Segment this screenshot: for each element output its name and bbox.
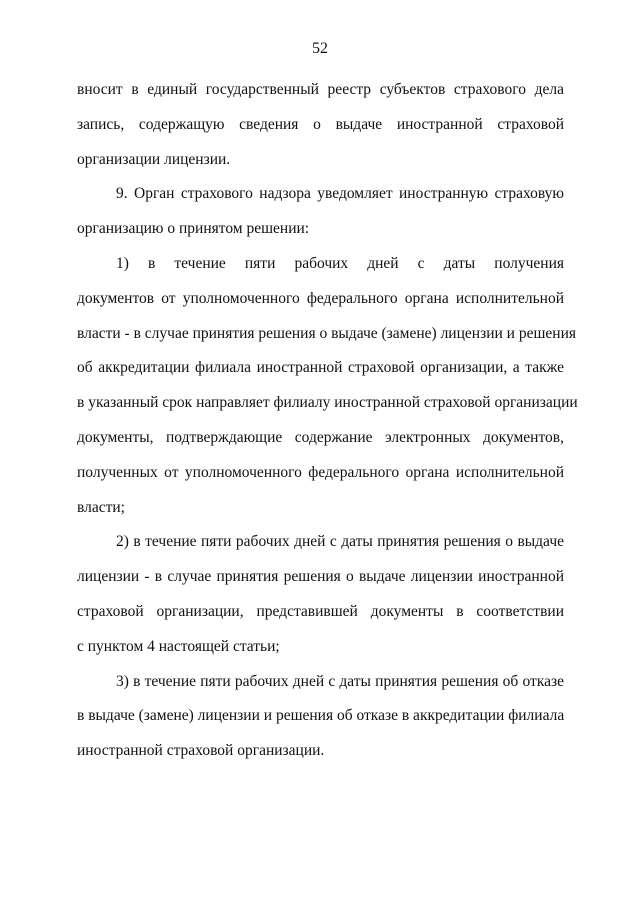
text-line: полученных от уполномоченного федерального органа исполнительной (77, 463, 564, 481)
text-line: власти - в случае принятия решения о выдаче (замене) лицензии и решения (77, 324, 576, 342)
text-line: документов от уполномоченного федерального органа исполнительной (77, 289, 564, 307)
paragraph-subitem-1 (77, 253, 578, 531)
text-line: страховой организации, представившей документы в соответствии (77, 602, 564, 620)
paragraph-subitem-2 (77, 531, 564, 670)
text-line: лицензии - в случае принятия решения о выдаче лицензии иностранной (77, 568, 564, 586)
text-line: иностранной страховой организации. (77, 742, 325, 760)
text-line: организацию о принятом решении: (77, 220, 310, 238)
document-body (77, 79, 578, 775)
text-line: организации лицензии. (77, 150, 231, 168)
text-line: 1) в течение пяти рабочих дней с даты получения (116, 254, 564, 272)
paragraph-registry-entry (77, 79, 564, 183)
text-line: об аккредитации филиала иностранной страховой организации, а также (77, 359, 564, 377)
text-line: документы, подтверждающие содержание электронных документов, (77, 428, 564, 446)
text-line: 2) в течение пяти рабочих дней с даты принятия решения о выдаче (116, 533, 564, 551)
text-line: 3) в течение пяти рабочих дней с даты принятия решения об отказе (116, 672, 564, 690)
paragraph-subitem-3 (77, 671, 564, 775)
text-line: с пунктом 4 настоящей статьи; (77, 637, 280, 655)
text-line: в указанный срок направляет филиалу иностранной страховой организации (77, 394, 578, 412)
text-line: запись, содержащую сведения о выдаче иностранной страховой (77, 115, 564, 133)
page-number: 52 (312, 40, 328, 57)
text-line: 9. Орган страхового надзора уведомляет иностранную страховую (116, 185, 564, 203)
paragraph-item-9 (77, 183, 564, 253)
text-line: власти; (77, 498, 125, 516)
text-line: в выдаче (замене) лицензии и решения об отказе в аккредитации филиала (77, 707, 565, 725)
text-line: вносит в единый государственный реестр субъектов страхового дела (77, 81, 564, 98)
